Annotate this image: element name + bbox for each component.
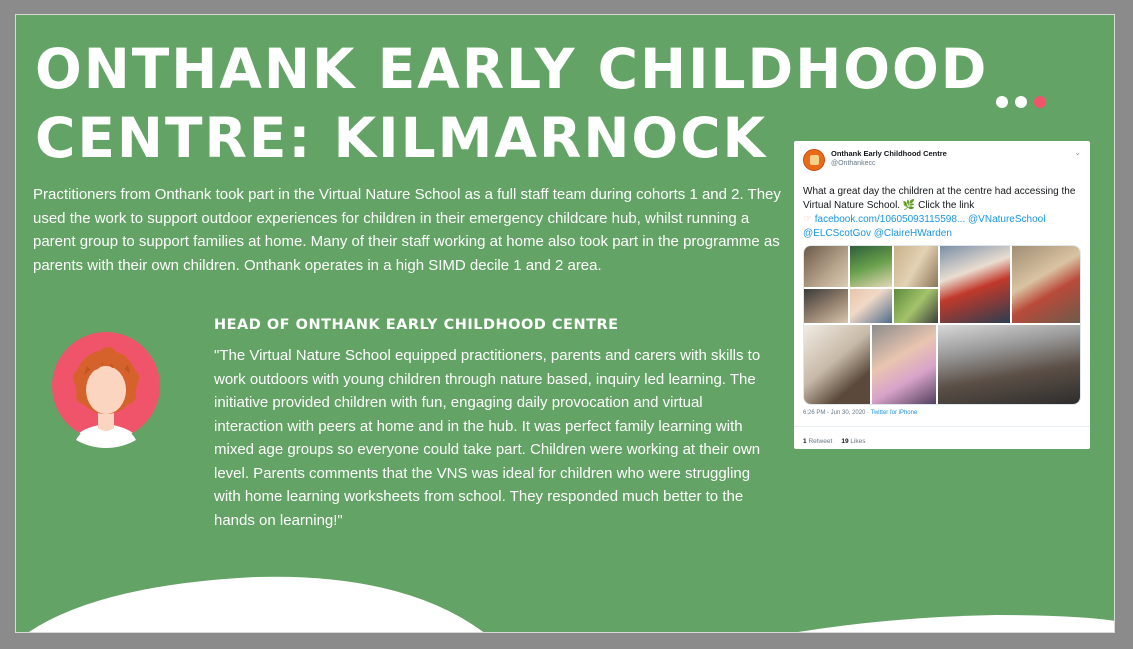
profile-logo-icon[interactable] [803, 149, 825, 171]
slide [15, 14, 1115, 633]
tweet-header [803, 149, 1081, 179]
photo-thumbnail[interactable] [804, 325, 870, 405]
photo-thumbnail[interactable] [894, 289, 938, 323]
photo-thumbnail[interactable] [894, 246, 938, 287]
retweet-label[interactable]: Retweet [808, 438, 833, 445]
tweet-source[interactable]: Twitter for iPhone [870, 410, 918, 416]
white-dot-icon [1015, 96, 1027, 108]
meta-separator: · [867, 410, 871, 416]
tweet-link[interactable]: facebook.com/10605093115598... [814, 214, 966, 225]
tweet-meta [803, 410, 1081, 416]
chevron-down-icon[interactable]: ⌄ [1074, 148, 1081, 157]
photo-thumbnail[interactable] [872, 325, 936, 405]
photo-thumbnail[interactable] [850, 289, 892, 323]
tweet-author-name[interactable]: Onthank Early Childhood Centre [831, 149, 947, 158]
photo-thumbnail[interactable] [804, 246, 848, 287]
embedded-tweet[interactable] [794, 141, 1090, 449]
quote-heading: HEAD OF ONTHANK EARLY CHILDHOOD CENTRE [214, 317, 619, 333]
photo-thumbnail[interactable] [850, 246, 892, 287]
mention-elcscotgov[interactable]: @ELCScotGov [803, 228, 871, 239]
tweet-time[interactable]: 6:26 PM - Jun 30, 2020 [803, 410, 866, 416]
tweet-text [803, 185, 1081, 241]
retweet-count: 1 [803, 438, 807, 445]
tweet-author-handle[interactable]: @Onthankecc [831, 160, 876, 167]
tweet-body: What a great day the children at the centre had accessing the Virtual Nature School. 🌿 Click the link [803, 186, 1076, 211]
like-label[interactable]: Likes [850, 438, 866, 445]
photo-thumbnail[interactable] [804, 289, 848, 323]
photo-thumbnail[interactable] [938, 325, 1081, 405]
like-count: 19 [841, 438, 849, 445]
pink-dot-icon [1034, 96, 1046, 108]
white-dot-icon [996, 96, 1008, 108]
divider [794, 426, 1090, 427]
avatar [52, 324, 160, 474]
mention-vnatureschool[interactable]: @VNatureSchool [968, 214, 1046, 225]
title-line-2: CENTRE: KILMARNOCK [35, 106, 768, 170]
quote-text: "The Virtual Nature School equipped practitioners, parents and carers with skills to work outdoors with young children through nature based, inquiry led learning. The initiative provided children with fun, engaging daily provocation and virtual interaction with peers at home and in the hub. It was perfect family learning with mixed age groups so everyone could take part. Children were working at their own level. Parents comments that the VNS was ideal for children who were struggling with home learning worksheets from school. They responded much better to the hands on learning!" [214, 347, 761, 529]
intro-paragraph: Practitioners from Onthank took part in the Virtual Nature School as a full staff team during cohorts 1 and 2. They used the work to support outdoor experiences for children in their emergency childcare hub, whilst running a parent group to support families at home. Many of their staff working at home also took part in the programme as parents with their own children. Onthank operates in a high SIMD decile 1 and 2 area. [33, 186, 781, 274]
photo-thumbnail[interactable] [940, 246, 1010, 323]
mention-clairehwarden[interactable]: @ClaireHWarden [873, 228, 952, 239]
bottom-wave-decoration [16, 555, 1115, 633]
tweet-stats [803, 438, 1081, 445]
decorative-dots [996, 96, 1046, 108]
pointing-hand-icon: ☞ [803, 214, 812, 225]
title-line-1: ONTHANK EARLY CHILDHOOD [35, 37, 989, 101]
photo-thumbnail[interactable] [1012, 246, 1081, 323]
person-avatar-icon [52, 324, 160, 474]
tweet-photo-grid[interactable] [803, 245, 1081, 405]
